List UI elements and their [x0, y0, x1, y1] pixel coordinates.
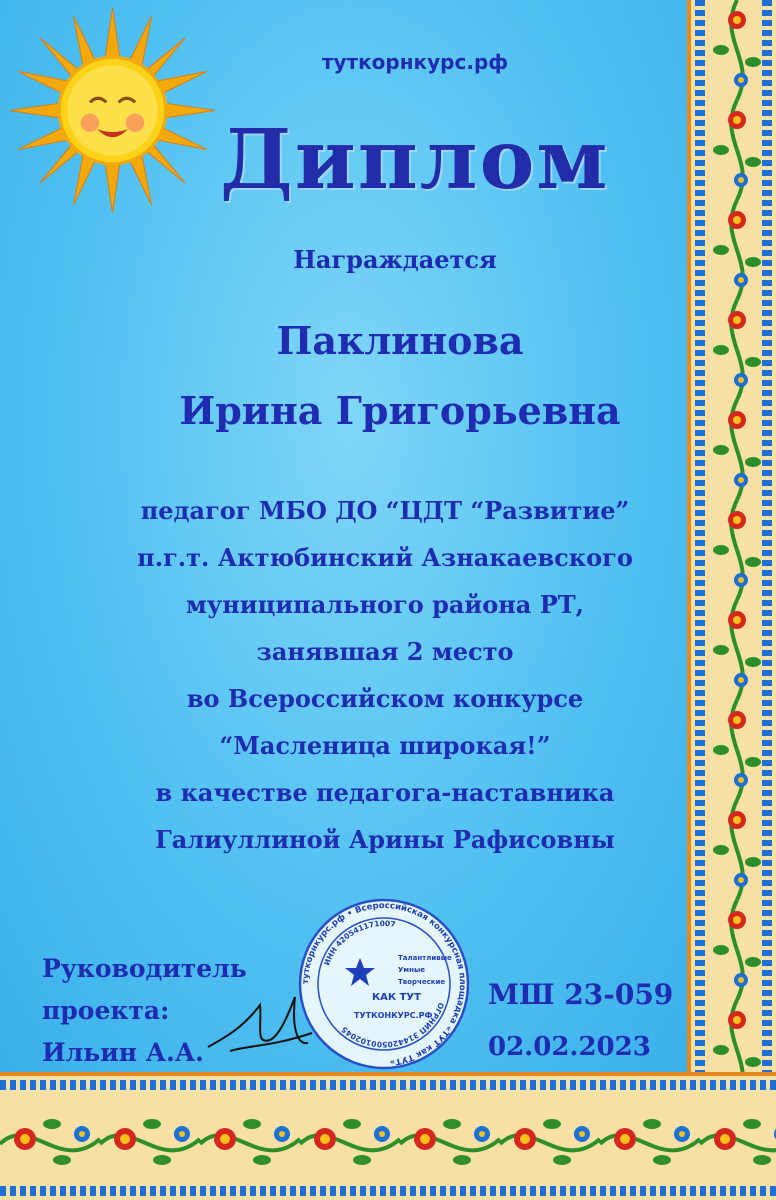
body-line: занявшая 2 место: [256, 637, 514, 666]
recipient-given-names: Ирина Григорьевна: [179, 388, 621, 433]
floral-ornament-bottom: [0, 1094, 776, 1184]
ornament-border-bottom: [0, 1072, 776, 1200]
recipient-surname: Паклинова: [276, 318, 524, 363]
official-stamp: [298, 898, 470, 1070]
diploma-body: [40, 487, 730, 863]
signature: [200, 985, 320, 1065]
body-line: Галиуллиной Арины Рафисовны: [155, 825, 615, 854]
ornament-border-right: [687, 0, 776, 1072]
body-line: муниципального района РТ,: [186, 590, 584, 619]
sun-illustration: [10, 8, 215, 213]
body-line: педагог МБО ДО “ЦДТ “Развитие”: [140, 496, 630, 525]
diploma-date: 02.02.2023: [488, 1032, 651, 1062]
stamp-center-line2: Умные: [398, 966, 426, 974]
leader-name: Ильин А.А.: [42, 1038, 204, 1067]
stamp-inn: ИНН 420541171007: [322, 918, 397, 967]
stamp-inner-text: ОГРНИП 314420500102045: [339, 1001, 446, 1050]
stamp-bottom-text: ТУТКОНКУРС.РФ: [354, 1011, 433, 1020]
body-line: п.г.т. Актюбинский Азнакаевского: [137, 543, 633, 572]
floral-ornament-right: [707, 0, 767, 1072]
stamp-center-line1: Талантливые: [398, 954, 452, 962]
awarded-label: Награждается: [293, 245, 497, 274]
diploma-code: МШ 23-059: [488, 978, 674, 1011]
leader-title: Руководитель: [42, 954, 247, 983]
body-line: в качестве педагога-наставника: [155, 778, 615, 807]
stamp-center-line4: КАК ТУТ: [372, 992, 421, 1003]
stamp-center-line3: Творческие: [398, 978, 446, 986]
stamp-outer-text: туткорнкурс.рф • Всероссийская конкурсная площадка «ТУТ как ТУТ»: [300, 900, 468, 1067]
site-url: туткорнкурс.рф: [321, 50, 509, 74]
leader-title-cont: проекта:: [42, 996, 170, 1025]
diploma-title: Диплом: [220, 112, 610, 208]
body-line: во Всероссийском конкурсе: [186, 684, 584, 713]
body-line: “Масленица широкая!”: [219, 731, 551, 760]
